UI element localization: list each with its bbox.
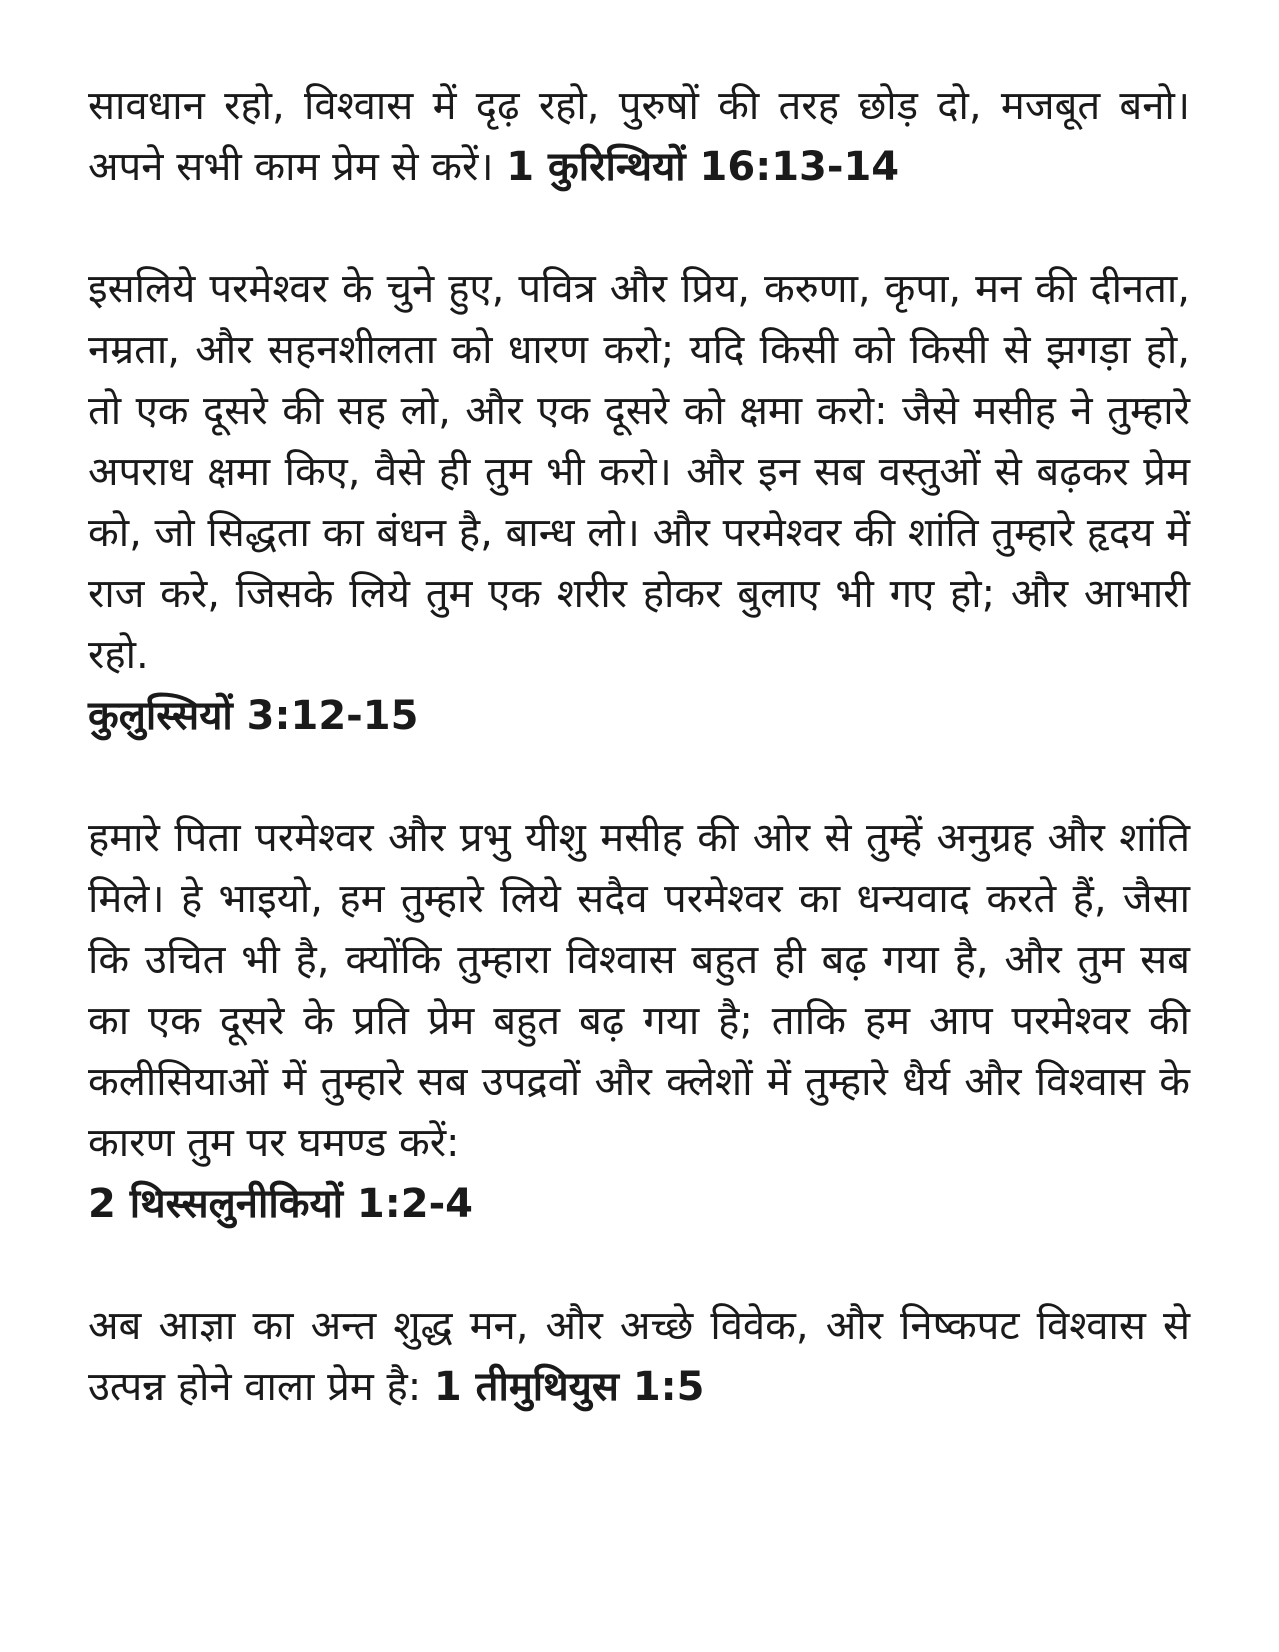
passage-1-corinthians [88, 76, 1190, 198]
passage-text: इसलिये परमेश्वर के चुने हुए, पवित्र और प्रिय, करुणा, कृपा, मन की दीनता, नम्रता, और सहनशीलता को धारण करो; यदि किसी को किसी से झगड़ा हो, तो एक दूसरे की सह लो, और एक दूसरे को क्षमा करो: जैसे मसीह ने तुम्हारे अपराध क्षमा किए, वैसे ही तुम भी करो। और इन सब वस्तुओं से बढ़कर प्रेम को, जो सिद्धता का बंधन है, बान्ध लो। और परमेश्वर की शांति तुम्हारे हृदय में राज करे, जिसके लिये तुम एक शरीर होकर बुलाए भी गए हो; और आभारी रहो. [88, 266, 1190, 678]
passage-text: अब आज्ञा का अन्त शुद्ध मन, और अच्छे विवेक, और निष्कपट विश्वास से उत्पन्न होने वाला प्रेम है: [88, 1303, 1190, 1410]
verse-reference: 2 थिस्सलुनीकियों 1:2-4 [88, 1181, 474, 1227]
passage-1-timothy [88, 1296, 1190, 1418]
passage-text: हमारे पिता परमेश्वर और प्रभु यीशु मसीह की ओर से तुम्हें अनुग्रह और शांति मिले। हे भाइयो, हम तुम्हारे लिये सदैव परमेश्वर का धन्यवाद करते हैं, जैसा कि उचित भी है, क्योंकि तुम्हारा विश्वास बहुत ही बढ़ गया है, और तुम सब का एक दूसरे के प्रति प्रेम बहुत बढ़ गया है; ताकि हम आप परमेश्वर की कलीसियाओं में तुम्हारे सब उपद्रवों और क्लेशों में तुम्हारे धैर्य और विश्वास के कारण तुम पर घमण्ड करें: [88, 815, 1190, 1166]
passage-colossians [88, 259, 1190, 747]
passage-2-thessalonians [88, 808, 1190, 1235]
verse-reference: कुलुस्सियों 3:12-15 [88, 693, 419, 739]
document-page [88, 76, 1190, 1418]
verse-reference: 1 तीमुथियुस 1:5 [433, 1364, 705, 1410]
verse-reference: 1 कुरिन्थियों 16:13-14 [506, 144, 900, 190]
passage-text: सावधान रहो, विश्वास में दृढ़ रहो, पुरुषों की तरह छोड़ दो, मजबूत बनो। अपने सभी काम प्रेम से करें। [88, 83, 1190, 190]
